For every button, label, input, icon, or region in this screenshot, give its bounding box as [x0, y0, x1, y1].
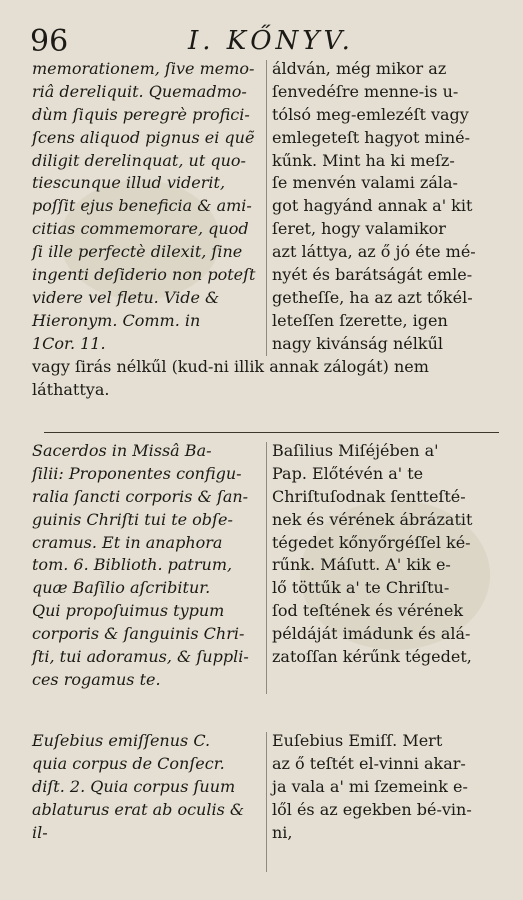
section3-hungarian-column: [272, 730, 504, 844]
column-divider: [266, 442, 267, 694]
hungarian-text-line: lől és az egekben bé-vin-: [272, 799, 472, 819]
latin-text-line: ſi ille perfectè dilexit, ſine: [32, 242, 243, 262]
section3-latin-column: [32, 730, 264, 844]
full-width-text-line: vagy ſirás nélkűl (kud-ni illik annak zálogát) nem: [32, 357, 429, 376]
hungarian-text-line: kűnk. Mint ha ki meſz-: [272, 150, 455, 170]
latin-text-line: tom. 6. Biblioth. patrum,: [32, 555, 233, 575]
section1-latin-column: [32, 58, 264, 356]
hungarian-text-line: emlegeteſt hagyot miné-: [272, 127, 471, 147]
hungarian-text-line: Pap. Előtévén a' te: [272, 463, 424, 483]
section1-hungarian-column: [272, 58, 504, 356]
hungarian-text-line: ſe menvén valami zála-: [272, 173, 458, 193]
latin-text-line: diligit derelinquat, ut quo-: [32, 150, 246, 170]
hungarian-text-line: leteſſen ſzerette, igen: [272, 310, 448, 330]
latin-text-line: ſcens aliquod pignus ei quẽ: [32, 127, 255, 147]
latin-text-line: memorationem, ſive memo-: [32, 59, 255, 78]
section2-latin-column: [32, 440, 264, 692]
latin-text-line: quæ Baſilio aſcribitur.: [32, 578, 211, 598]
hungarian-text-line: Baſilius Miſéjében a': [272, 441, 439, 460]
hungarian-text-line: áldván, még mikor az: [272, 59, 447, 78]
hungarian-text-line: Euſebius Emiſſ. Mert: [272, 731, 443, 750]
latin-text-line: Sacerdos in Missâ Ba-: [32, 441, 212, 460]
latin-text-line: quia corpus de Conſecr.: [32, 753, 225, 773]
hungarian-text-line: ni,: [272, 822, 293, 842]
hungarian-text-line: nagy kivánság nélkűl: [272, 333, 443, 353]
latin-text-line: riâ dereliquit. Quemadmo-: [32, 81, 247, 101]
hungarian-text-line: ſenvedéſre menne-is u-: [272, 81, 459, 101]
latin-text-line: poſſit ejus beneficia & ami-: [32, 196, 252, 216]
latin-text-line: dùm ſiquis peregrè profici-: [32, 104, 250, 124]
hungarian-text-line: azt láttya, az ő jó éte mé-: [272, 242, 476, 262]
hungarian-text-line: az ő teſtét el-vinni akar-: [272, 753, 466, 773]
hungarian-text-line: nyét és barátságát emle-: [272, 265, 473, 285]
latin-text-line: ingenti deſiderio non poteſt: [32, 265, 256, 285]
latin-text-line: ralia ſancti corporis & ſan-: [32, 486, 249, 506]
latin-text-line: ablaturus erat ab oculis &: [32, 799, 245, 819]
hungarian-text-line: lő töttűk a' te Chriſtu-: [272, 578, 450, 598]
running-title: I. KŐNYV.: [188, 26, 354, 56]
latin-text-line: guinis Chriſti tui te obſe-: [32, 509, 233, 529]
latin-text-line: ſilii: Proponentes configu-: [32, 463, 242, 483]
hungarian-text-line: tégedet kőnyőrgéſſel ké-: [272, 532, 471, 552]
latin-text-line: cramus. Et in anaphora: [32, 532, 223, 552]
page-number: 96: [30, 24, 69, 59]
column-divider: [266, 60, 267, 356]
hungarian-text-line: got hagyánd annak a' kit: [272, 196, 473, 216]
section1-full-width-text: [32, 356, 502, 402]
hungarian-text-line: nek és vérének ábrázatit: [272, 509, 473, 529]
latin-text-line: Euſebius emiſſenus C.: [32, 731, 211, 750]
hungarian-text-line: ja vala a' mi ſzemeink e-: [272, 776, 468, 796]
hungarian-text-line: ſeret, hogy valamikor: [272, 219, 446, 239]
hungarian-text-line: zatoſſan kérűnk tégedet,: [272, 647, 472, 667]
hungarian-text-line: ſod teſtének és vérének: [272, 601, 464, 621]
latin-text-line: Hieronym. Comm. in: [32, 310, 201, 330]
latin-text-line: citias commemorare, quod: [32, 219, 249, 239]
section-divider-rule: [44, 432, 499, 433]
latin-text-line: diſt. 2. Quia corpus ſuum: [32, 776, 236, 796]
latin-text-line: tiescunque illud viderit,: [32, 173, 226, 193]
hungarian-text-line: getheſſe, ha az azt tőkél-: [272, 287, 473, 307]
latin-text-line: il-: [32, 822, 48, 842]
latin-text-line: Qui propoſuimus typum: [32, 601, 225, 621]
section2-hungarian-column: [272, 440, 504, 669]
latin-text-line: corporis & ſanguinis Chri-: [32, 624, 245, 644]
latin-text-line: ces rogamus te.: [32, 669, 161, 689]
page-header: [30, 22, 499, 59]
hungarian-text-line: Chriſtuſodnak ſentteſté-: [272, 486, 466, 506]
latin-text-line: videre vel fletu. Vide &: [32, 287, 220, 307]
hungarian-text-line: példáját imádunk és alá-: [272, 624, 471, 644]
hungarian-text-line: rűnk. Máſutt. A' kik e-: [272, 555, 451, 575]
latin-text-line: 1Cor. 11.: [32, 333, 106, 353]
column-divider: [266, 732, 267, 872]
latin-text-line: ſti, tui adoramus, & ſuppli-: [32, 647, 249, 667]
hungarian-text-line: tólsó meg-emlezéſt vagy: [272, 104, 469, 124]
full-width-text-line: láthattya.: [32, 379, 110, 399]
